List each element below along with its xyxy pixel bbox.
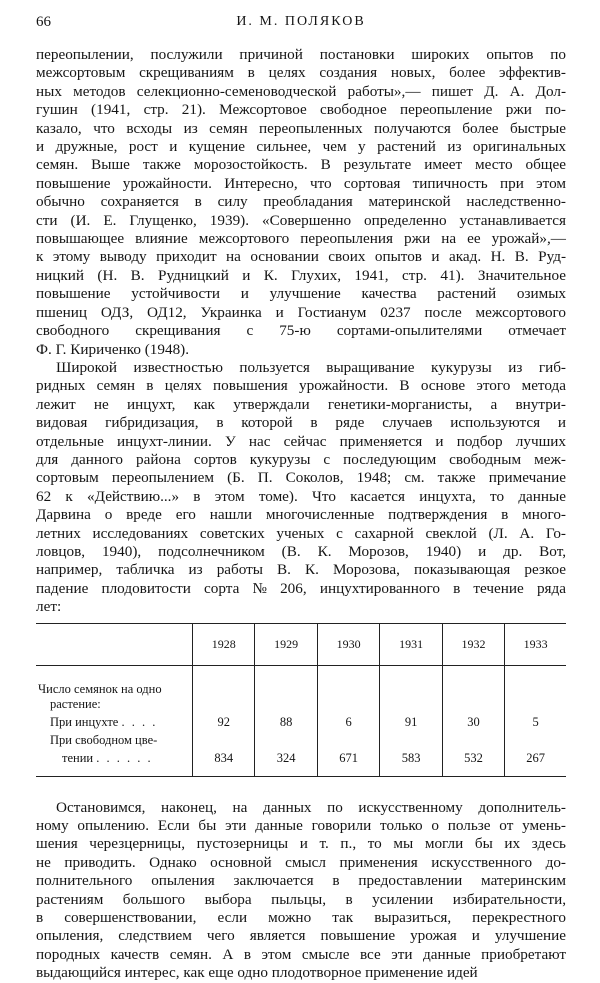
year-header: 1931 [380,624,442,666]
row-label: При инцухте [50,714,119,729]
text-line: например, табличка из работы В. К. Морозова, показывающая резкое [36,561,566,579]
table-header-row [36,624,566,666]
table-row-free-label [36,730,566,748]
text-line: обычно сохраняется в силу преобладания материнской наследственно- [36,193,566,211]
text-line: ному опылению. Если бы эти данные говорили только о пользе от умень- [36,817,566,834]
text-line: межсортовым скрещиваниям в целях создания новых, более эффектив- [36,64,566,82]
year-header: 1930 [317,624,379,666]
text-line: ницкий (Н. В. Рудницкий и К. Глухих, 1941, стр. 41). Значительное [36,266,566,284]
text-line: повышение устойчивости и улучшение качества растений озимых [36,285,566,303]
running-head: И. М. ПОЛЯКОВ [236,14,366,29]
table-stub-title [36,665,193,712]
table-cell: 532 [442,748,504,776]
text-line: полнительного опыления заключается в предоставлении материнским [36,872,566,890]
text-line: не приводить. Однако основной смысл применения искусственного до- [36,853,566,871]
table-stub-label [36,712,193,730]
text-line: лет: [36,598,62,616]
seed-count-table [36,624,566,776]
text-line: отдельные инцухт-линии. У нас сейчас применяется и подбор лучших [36,432,566,450]
text-line: повышающее влияние межсортового переопыления ржи на ее урожай»,— [36,230,566,248]
stub-title-line: Число семянок на одно [38,681,162,696]
text-line: ридных семян в целях повышения урожайности. В основе этого метода [36,377,566,395]
text-line: казало, что всходы из семян переопыленных получаются более быстрые [36,119,566,137]
table-cell: 5 [505,712,566,730]
book-page [36,14,566,983]
text-line: сти (И. Е. Глущенко, 1939). «Совершенно определенно устанавливается [36,211,566,229]
text-line: выдающийся интерес, как еще одно плодотворное применение идей [36,964,478,982]
table-cell: 671 [317,748,379,776]
text-line: сортовым переопылением (Б. П. Соколов, 1948; см. также примечание [36,469,566,487]
table-cell: 324 [255,748,317,776]
page-number: 66 [36,14,51,30]
table-cell: 583 [380,748,442,776]
year-header: 1933 [505,624,566,666]
text-line: семян. Выше также морозостойкость. В результате имеет место общее [36,156,566,174]
body-text [36,46,566,983]
text-line: растениям большого выбора пыльцы, в усилении избирательности, [36,890,566,908]
text-line: шения черезцерницы, пустозерницы и т. п., то мы могли бы их здесь [36,835,566,853]
table-cell: 91 [380,712,442,730]
text-line: Ф. Г. Кириченко (1948). [36,340,190,358]
table-corner-cell [36,624,193,666]
text-line: 62 к «Действию...» в этом томе). Что касается инцухта, то данные [36,487,566,505]
text-line: видовая гибридизация, в которой в ряде случаев используются и [36,414,566,432]
text-line: гушин (1941, стр. 21). Межсортовое свободное переопыление ржи по- [36,101,566,119]
year-header: 1928 [193,624,255,666]
text-line: ных методов селекционно-семеноводческой работы»,— пишет Д. А. Дол- [36,82,566,100]
table-cell: 92 [193,712,255,730]
table-row-inbreeding [36,712,566,730]
row-label: При свободном цве- [50,732,158,747]
text-line: падение плодовитости сорта № 206, инцухтированного в течение ряда [36,579,566,597]
stub-title-line: растение: [50,696,101,711]
text-line: породных качеств семян. А в этом смысле все эти данные приобретают [36,945,566,963]
year-header: 1929 [255,624,317,666]
table-cell: 88 [255,712,317,730]
paragraph-2 [36,359,566,617]
row-label: тении [62,750,94,765]
table-row [36,665,566,712]
text-line: свободного скрещивания с 75-ю сортами-опылителями отмечает [36,322,566,340]
paragraph-1 [36,46,566,359]
table-stub-label [36,748,193,776]
table-cell: 834 [193,748,255,776]
text-line: лежит не инцухт, как утверждали генетики-морганисты, а внутри- [36,395,566,413]
data-table [36,623,566,777]
text-line: переопылении, послужили причиной постановки широких опытов по [36,46,566,63]
table-cell: 30 [442,712,504,730]
table-cell: 267 [505,748,566,776]
text-line: в совершенствовании, если можно так выразиться, перекрестного [36,909,566,927]
year-header: 1932 [442,624,504,666]
text-line: Остановимся, наконец, на данных по искусственному дополнитель- [56,798,566,816]
dot-leader: . . . . . . [96,750,153,765]
text-line: ловцов, 1940), подсолнечником (В. К. Морозов, 1940) и др. Вот, [36,542,566,560]
text-line: Дарвина о вреде его нашли многочисленные подтверждения в много- [36,506,566,524]
table-row-free-pollination [36,748,566,776]
dot-leader: . . . . [121,714,158,729]
page-header [36,14,566,38]
text-line: Широкой известностью пользуется выращивание кукурузы из гиб- [56,358,566,376]
text-line: пшениц ОДЗ, ОД12, Украинка и Гостианум 0237 после межсортового [36,303,566,321]
text-line: и дружные, рост и кущение сильнее, чем у растений из оригинальных [36,138,566,156]
text-line: для данного района сортов кукурузы с последующим свободным меж- [36,450,566,468]
text-line: опыления, следствием чего является повышение урожая и улучшение [36,927,566,945]
paragraph-3 [36,799,566,983]
table-cell: 6 [317,712,379,730]
table-stub-label [36,730,193,748]
text-line: летних исследованиях советских ученых с сахарной свеклой (Л. А. Го- [36,524,566,542]
text-line: к этому выводу приходит на основании своих опытов и акад. Н. В. Руд- [36,248,566,266]
text-line: повышение урожайности. Интересно, что сортовая типичность при этом [36,174,566,192]
